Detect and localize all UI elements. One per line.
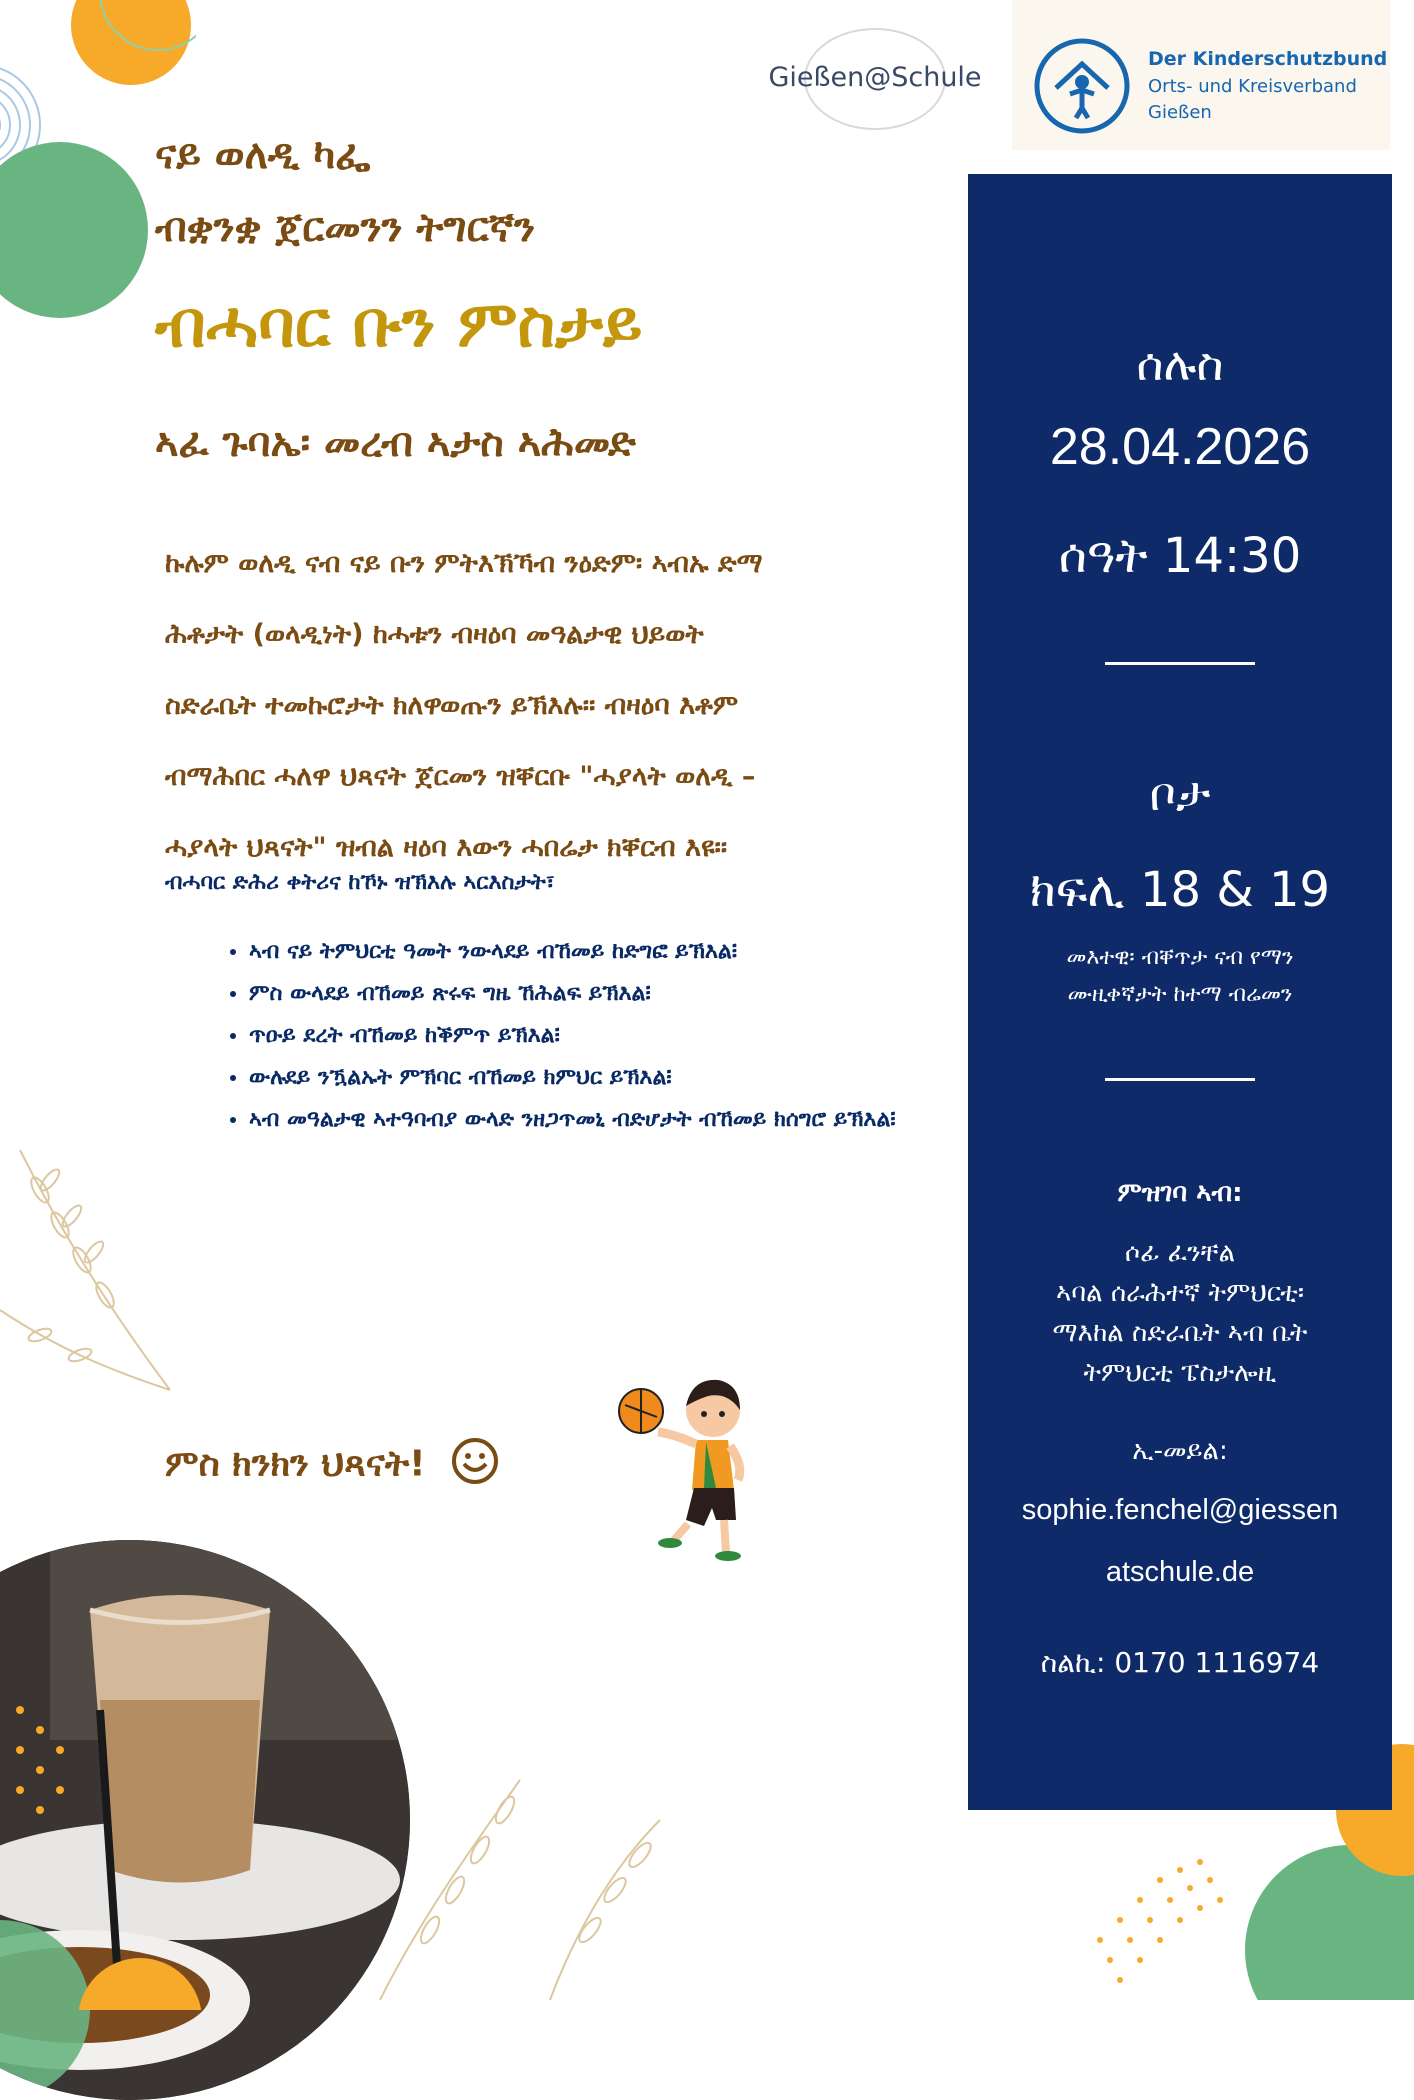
kinderschutzbund-sub2: Gießen xyxy=(1148,102,1212,123)
contact-role-2: ማእከል ስድራቤት ኣብ ቤት xyxy=(1052,1318,1308,1348)
kinderschutzbund-sub1: Orts- und Kreisverband xyxy=(1148,76,1357,97)
giessen-schule-text: Gießen@Schule xyxy=(768,62,982,93)
host-line: ኣፈ ጉባኤ፡ መረብ ኣታስ ኣሕመድ xyxy=(155,420,636,466)
intro-paragraph xyxy=(165,528,925,883)
main-title: ብሓባር ቡን ምስታይ xyxy=(155,288,643,362)
event-day: ሰሉስ xyxy=(1136,337,1224,391)
header-line-2: ብቋንቋ ጀርመንን ትግርኛን xyxy=(155,205,536,251)
kinderschutzbund-logo xyxy=(1012,0,1390,150)
entrance-note-line-2: ሙዚቀኛታት ከተማ ብሬመን xyxy=(1067,982,1293,1007)
intro-line: ሕቶታት (ወላዲነት) ከሓቱን ብዛዕባ መዓልታዊ ህይወት xyxy=(165,619,704,650)
intro-line: ኩሉም ወለዲ ናብ ናይ ቡን ምትእኽኻብ ንዕድም፡ ኣብኡ ድማ xyxy=(165,548,763,579)
intro-line: ብማሕበር ሓለዋ ህጻናት ጀርመን ዝቐርቡ "ሓያላት ወለዲ – xyxy=(165,761,756,792)
register-label: ምዝገባ ኣብ: xyxy=(1117,1178,1243,1208)
entrance-note-line-1: መእተዊ፡ ብቐጥታ ናብ የማን xyxy=(1066,945,1294,970)
list-item: • ምስ ውላደይ ብኸመይ ጽሩፍ ግዜ ኸሕልፍ ይኽእል፧ xyxy=(249,974,989,1014)
topics-intro: ብሓባር ድሕሪ ቀትሪና ከኾኑ ዝኽእሉ ኣርእስታት፣ xyxy=(165,870,555,895)
intro-line: ሓያላት ህጻናት" ዝብል ዛዕባ እውን ሓበሬታ ክቐርብ እዩ። xyxy=(165,832,728,863)
kinderschutzbund-house-icon xyxy=(1032,36,1132,136)
divider xyxy=(1105,1078,1255,1081)
smiley-icon xyxy=(450,1436,500,1495)
place-label: ቦታ xyxy=(1149,767,1211,821)
event-time: ሰዓት 14:30 xyxy=(1058,528,1302,584)
email-address-line-1[interactable]: sophie.fenchel@giessen xyxy=(1021,1494,1339,1526)
giessen-schule-logo xyxy=(750,24,1000,134)
contact-name: ሶፊ ፈንቸል xyxy=(1124,1238,1236,1268)
intro-line: ስድራቤት ተመኩሮታት ክለዋወጡን ይኽእሉ። ብዛዕባ እቶም xyxy=(165,690,739,721)
dot-pattern-bottom-right xyxy=(1080,1850,1260,2000)
kinderschutzbund-title: Der Kinderschutzbund xyxy=(1148,48,1388,70)
wheat-decoration-left xyxy=(0,1130,190,1400)
contact-role-3: ትምህርቲ ፔስታሎዚ xyxy=(1083,1358,1277,1388)
orange-circle-top-left xyxy=(66,0,196,90)
wheat-decoration-bottom xyxy=(360,1760,690,2000)
list-item: • ኣብ ናይ ትምህርቲ ዓመት ንውላደይ ብኸመይ ከድግፎ ይኽእል፧ xyxy=(249,932,989,972)
email-label: ኢ-መይል: xyxy=(1132,1436,1228,1466)
divider xyxy=(1105,662,1255,665)
list-item: • ውሉደይ ንዃልኡት ምኽባር ብኸመይ ክምህር ይኽእል፧ xyxy=(249,1058,989,1098)
topics-list xyxy=(205,932,989,1142)
green-circle-top-left xyxy=(0,140,150,320)
phone-number[interactable]: ስልኪ: 0170 1116974 xyxy=(1040,1646,1320,1679)
list-item: • ጥዑይ ደረት ብኸመይ ከቕምጥ ይኽእል፧ xyxy=(249,1016,989,1056)
list-item: • ኣብ መዓልታዊ ኣተዓባብያ ውላድ ንዘጋጥመኒ ብድሆታት ብኸመይ ክሰግሮ ይኽእል፧ xyxy=(249,1100,989,1140)
closing-line xyxy=(165,1436,500,1495)
header-line-1: ናይ ወለዲ ካፌ xyxy=(155,132,371,178)
child-with-ball-illustration xyxy=(612,1370,762,1574)
closing-text: ምስ ክንክን ህጻናት! xyxy=(165,1443,426,1485)
room-number: ክፍሊ 18 & 19 xyxy=(1029,862,1331,918)
contact-role-1: ኣባል ሰራሕተኛ ትምህርቲ፡ xyxy=(1056,1278,1304,1308)
orange-half-circle-bottom xyxy=(70,1950,210,2010)
info-panel xyxy=(968,174,1392,1810)
event-date: 28.04.2026 xyxy=(1049,418,1311,476)
email-address-line-2[interactable]: atschule.de xyxy=(1105,1556,1255,1588)
coffee-photo xyxy=(0,1540,410,2100)
